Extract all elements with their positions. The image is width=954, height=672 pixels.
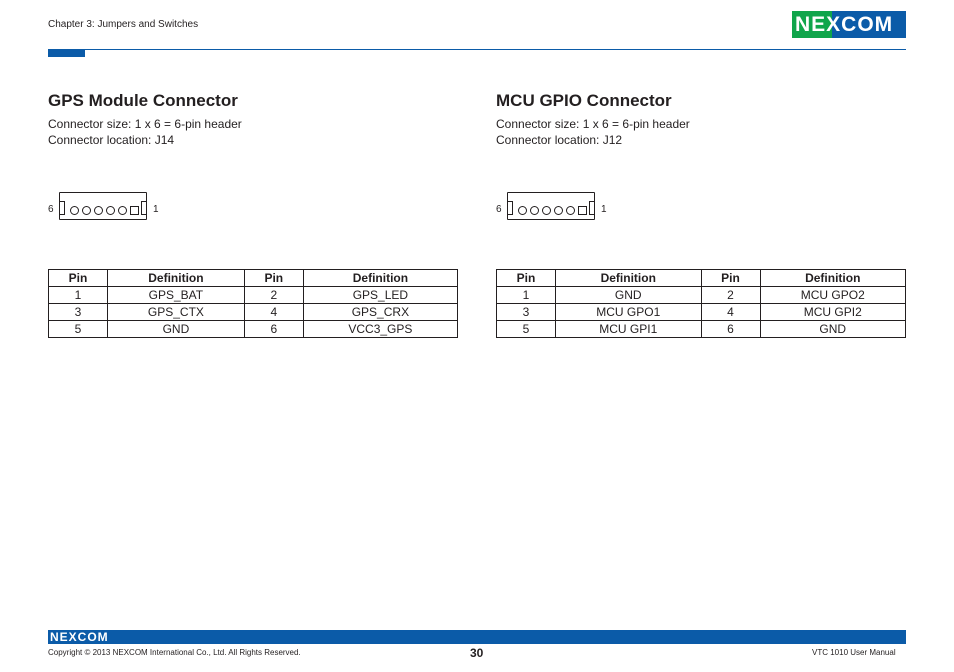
- pin-icon: [530, 206, 539, 215]
- manual-title: VTC 1010 User Manual: [812, 648, 896, 657]
- table-cell: GND: [556, 287, 702, 304]
- col-header: Definition: [303, 270, 457, 287]
- col-header: Pin: [497, 270, 556, 287]
- gps-pin-label-left: 6: [48, 204, 54, 215]
- pin-icon: [94, 206, 103, 215]
- mcu-section: [496, 90, 906, 148]
- table-cell: MCU GPI2: [760, 304, 906, 321]
- mcu-connector-size: Connector size: 1 x 6 = 6-pin header: [496, 117, 690, 131]
- pin1-square-icon: [130, 206, 139, 215]
- pin-icon: [82, 206, 91, 215]
- table-cell: GPS_LED: [303, 287, 457, 304]
- gps-connector-diagram: [48, 190, 160, 230]
- mcu-pin-label-right: 1: [601, 204, 607, 215]
- col-header: Pin: [49, 270, 108, 287]
- table-cell: 1: [49, 287, 108, 304]
- table-cell: MCU GPO2: [760, 287, 906, 304]
- table-row: [497, 304, 906, 321]
- nexcom-logo: [792, 11, 906, 38]
- col-header: Definition: [760, 270, 906, 287]
- col-header: Definition: [556, 270, 702, 287]
- table-cell: GND: [760, 321, 906, 338]
- table-cell: 6: [244, 321, 303, 338]
- mcu-pin-label-left: 6: [496, 204, 502, 215]
- pin-icon: [106, 206, 115, 215]
- page-number: 30: [470, 646, 484, 660]
- table-row: [49, 304, 458, 321]
- gps-connector-size: Connector size: 1 x 6 = 6-pin header: [48, 117, 242, 131]
- mcu-connector-diagram: [496, 190, 608, 230]
- gps-section: [48, 90, 458, 148]
- table-cell: MCU GPI1: [556, 321, 702, 338]
- table-row: [497, 287, 906, 304]
- table-row: [49, 321, 458, 338]
- gps-pin-label-right: 1: [153, 204, 159, 215]
- pin-icon: [554, 206, 563, 215]
- chapter-title: Chapter 3: Jumpers and Switches: [48, 19, 199, 30]
- footer-logo: NEXCOM: [50, 630, 109, 644]
- header-rule: [48, 49, 906, 50]
- table-row: [497, 321, 906, 338]
- table-cell: 1: [497, 287, 556, 304]
- footer-square-icon: [888, 631, 896, 637]
- gps-pin-table: [48, 269, 458, 338]
- logo-text: NEXCOM: [795, 13, 894, 36]
- pin-icon: [566, 206, 575, 215]
- table-cell: GPS_BAT: [108, 287, 245, 304]
- col-header: Definition: [108, 270, 245, 287]
- table-cell: 4: [244, 304, 303, 321]
- footer-bar: [48, 630, 906, 644]
- table-cell: GPS_CRX: [303, 304, 457, 321]
- table-cell: 5: [497, 321, 556, 338]
- gps-title: GPS Module Connector: [48, 91, 238, 110]
- table-row: [49, 287, 458, 304]
- mcu-title: MCU GPIO Connector: [496, 91, 672, 110]
- pin-icon: [70, 206, 79, 215]
- table-cell: 2: [701, 287, 760, 304]
- table-cell: GND: [108, 321, 245, 338]
- table-cell: 3: [49, 304, 108, 321]
- table-cell: MCU GPO1: [556, 304, 702, 321]
- mcu-pin-table: [496, 269, 906, 338]
- pin-icon: [518, 206, 527, 215]
- table-cell: 4: [701, 304, 760, 321]
- pin-icon: [118, 206, 127, 215]
- col-header: Pin: [244, 270, 303, 287]
- mcu-connector-location: Connector location: J12: [496, 133, 623, 147]
- table-cell: 2: [244, 287, 303, 304]
- pin1-square-icon: [578, 206, 587, 215]
- table-cell: VCC3_GPS: [303, 321, 457, 338]
- table-cell: 3: [497, 304, 556, 321]
- pin-icon: [542, 206, 551, 215]
- table-cell: 6: [701, 321, 760, 338]
- header-tab: [48, 49, 85, 57]
- gps-connector-location: Connector location: J14: [48, 133, 175, 147]
- table-cell: 5: [49, 321, 108, 338]
- copyright: Copyright © 2013 NEXCOM International Co., Ltd. All Rights Reserved.: [48, 648, 301, 657]
- col-header: Pin: [701, 270, 760, 287]
- table-cell: GPS_CTX: [108, 304, 245, 321]
